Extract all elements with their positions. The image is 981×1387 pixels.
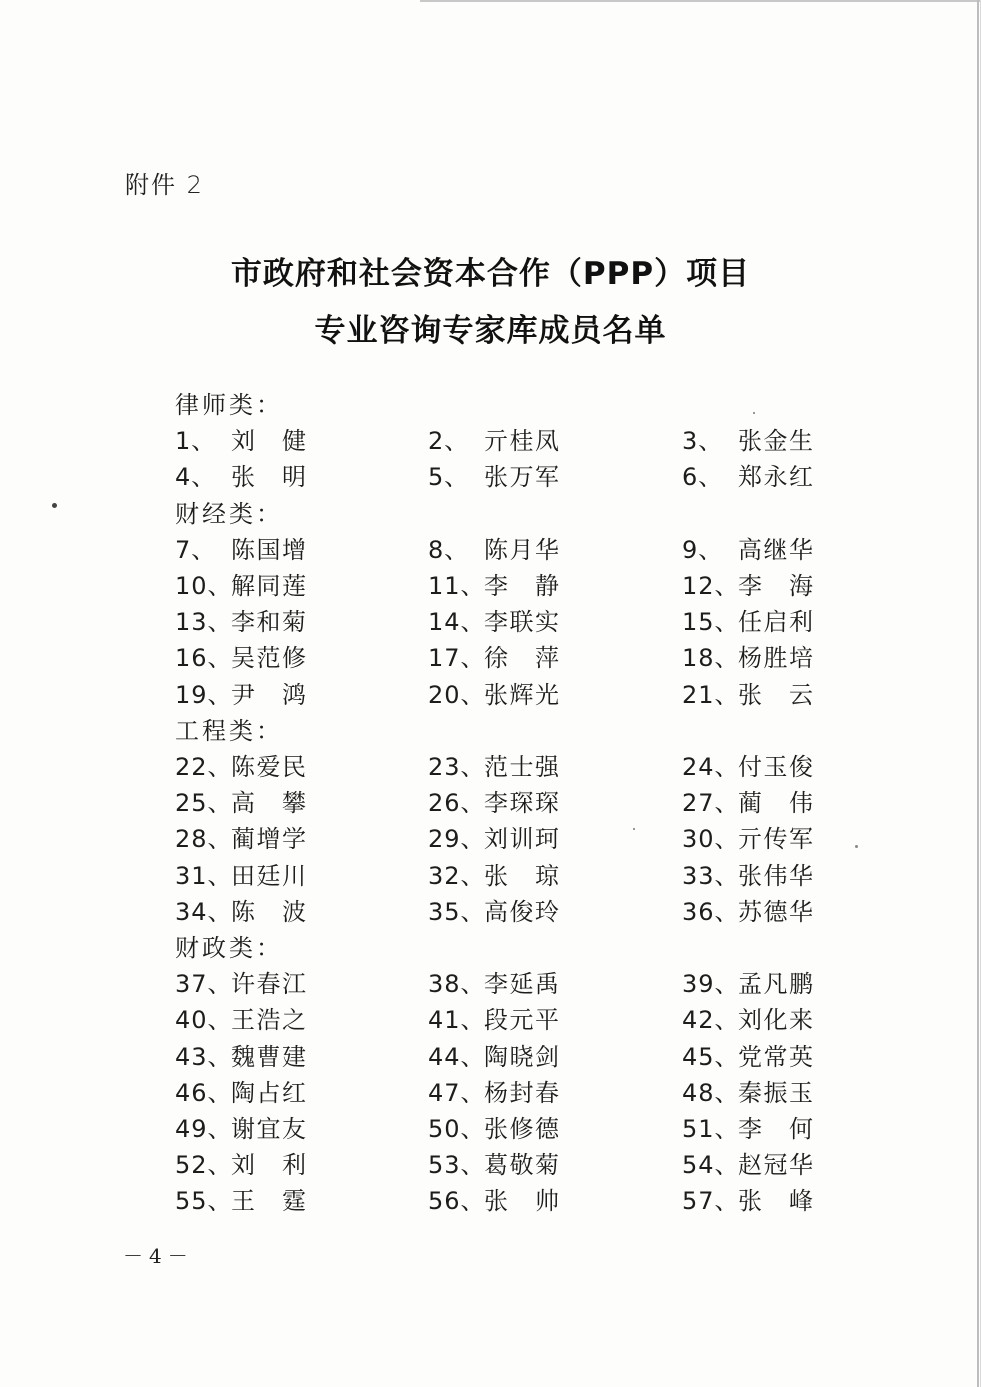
member-name: 苏德华: [738, 897, 814, 926]
member-number: 24、: [682, 753, 740, 781]
member-entry: [175, 1145, 307, 1180]
member-name: 刘训珂: [484, 825, 560, 854]
member-entry: [175, 819, 307, 854]
member-number: 28、: [175, 825, 233, 854]
member-name: 王浩之: [231, 1006, 307, 1035]
member-number: 18、: [682, 644, 740, 673]
member-name: 刘 利: [231, 1151, 307, 1180]
member-number: 22、: [175, 753, 233, 781]
member-number: 31、: [175, 861, 233, 890]
member-number: 5、: [428, 463, 470, 492]
member-name: 亓桂凤: [484, 427, 560, 456]
member-name: 张 帅: [484, 1187, 560, 1216]
member-number: 55、: [175, 1187, 233, 1216]
page-title-line-1: 市政府和社会资本合作（PPP）项目: [230, 256, 751, 292]
member-entry: [428, 1181, 560, 1216]
member-number: 47、: [428, 1078, 486, 1107]
member-entry: [175, 1000, 307, 1035]
member-entry: [175, 856, 307, 891]
member-name: 徐 萍: [484, 644, 560, 673]
member-name: 高俊玲: [484, 897, 560, 926]
member-name: 李和菊: [231, 608, 307, 637]
member-name: 党常英: [738, 1042, 814, 1071]
member-name: 范士强: [484, 753, 560, 781]
member-entry: [428, 1109, 560, 1144]
member-number: 25、: [175, 789, 233, 818]
member-name: 李琛琛: [484, 789, 560, 818]
page-title-line-2: 专业咨询专家库成员名单: [314, 313, 667, 349]
member-entry: [175, 638, 307, 673]
member-number: 50、: [428, 1115, 486, 1143]
member-name: 王 霆: [231, 1187, 307, 1216]
attachment-label: 附件 2: [125, 171, 204, 199]
scan-speck: [855, 845, 858, 848]
member-entry: [682, 566, 814, 601]
member-name: 解同莲: [231, 572, 307, 600]
member-entry: [428, 783, 560, 818]
member-number: 10、: [175, 572, 233, 600]
member-name: 李联实: [484, 608, 560, 637]
member-number: 41、: [428, 1006, 486, 1035]
member-number: 3、: [682, 427, 724, 456]
scan-edge-top: [420, 0, 981, 2]
member-entry: [682, 783, 814, 818]
member-name: 杨封春: [484, 1078, 560, 1107]
member-entry: [428, 819, 560, 854]
member-number: 46、: [175, 1078, 233, 1107]
member-entry: [428, 602, 560, 637]
member-name: 张伟华: [738, 861, 814, 890]
member-number: 2、: [428, 427, 470, 456]
member-number: 17、: [428, 644, 486, 673]
member-name: 陈爱民: [231, 753, 307, 781]
member-name: 李 何: [738, 1115, 814, 1143]
member-entry: [175, 1181, 307, 1216]
member-number: 21、: [682, 680, 740, 709]
member-entry: [682, 602, 814, 637]
member-number: 34、: [175, 897, 233, 926]
member-number: 26、: [428, 789, 486, 818]
member-name: 张 琼: [484, 861, 560, 890]
member-number: 42、: [682, 1006, 740, 1035]
member-number: 40、: [175, 1006, 233, 1035]
member-name: 段元平: [484, 1006, 560, 1035]
member-entry: [428, 457, 560, 492]
member-number: 39、: [682, 970, 740, 999]
member-name: 张 明: [231, 463, 307, 492]
member-name: 葛敬菊: [484, 1151, 560, 1180]
member-number: 27、: [682, 789, 740, 818]
member-entry: [428, 856, 560, 891]
member-entry: [175, 530, 307, 565]
member-number: 44、: [428, 1042, 486, 1071]
member-number: 1、: [175, 427, 217, 456]
member-entry: [175, 457, 307, 492]
member-name: 陶占红: [231, 1078, 307, 1107]
member-name: 付玉俊: [738, 753, 814, 781]
member-name: 蔺 伟: [738, 789, 814, 818]
member-entry: [682, 530, 814, 565]
member-entry: [428, 1073, 560, 1108]
member-entry: [428, 566, 560, 601]
member-name: 张修德: [484, 1115, 560, 1143]
member-entry: [682, 1109, 814, 1144]
page-number: －4－: [123, 1244, 194, 1268]
member-entry: [175, 1037, 307, 1072]
member-name: 孟凡鹏: [738, 970, 814, 999]
member-name: 谢宜友: [231, 1115, 307, 1143]
member-number: 16、: [175, 644, 233, 673]
member-name: 赵冠华: [738, 1151, 814, 1180]
member-number: 33、: [682, 861, 740, 890]
member-number: 20、: [428, 680, 486, 709]
member-number: 35、: [428, 897, 486, 926]
category-heading: 财经类：: [175, 499, 283, 528]
member-number: 13、: [175, 608, 233, 637]
member-number: 53、: [428, 1151, 486, 1180]
member-name: 李 静: [484, 572, 560, 600]
member-name: 张 峰: [738, 1187, 814, 1216]
member-entry: [175, 566, 307, 601]
member-entry: [175, 783, 307, 818]
member-name: 高继华: [738, 535, 814, 564]
member-name: 陈国增: [231, 535, 307, 564]
category-heading: 工程类：: [175, 716, 283, 745]
scan-edge-right: [977, 0, 979, 1387]
member-entry: [175, 964, 307, 999]
member-number: 12、: [682, 572, 740, 600]
member-entry: [682, 1145, 814, 1180]
scan-speck: [633, 828, 635, 830]
member-entry: [682, 1073, 814, 1108]
member-name: 尹 鸿: [231, 680, 307, 709]
member-entry: [682, 856, 814, 891]
member-entry: [175, 892, 307, 927]
member-entry: [682, 892, 814, 927]
member-number: 56、: [428, 1187, 486, 1216]
member-entry: [428, 892, 560, 927]
member-entry: [682, 1181, 814, 1216]
member-entry: [175, 747, 307, 782]
member-entry: [175, 602, 307, 637]
member-name: 张万军: [484, 463, 560, 492]
member-name: 吴范修: [231, 644, 307, 673]
member-name: 陈 波: [231, 897, 307, 926]
member-name: 郑永红: [738, 463, 814, 492]
category-heading: 财政类：: [175, 934, 283, 962]
member-entry: [175, 1073, 307, 1108]
member-name: 陶晓剑: [484, 1042, 560, 1071]
member-entry: [428, 964, 560, 999]
category-heading: 律师类：: [175, 391, 283, 419]
scan-speck: [753, 412, 755, 414]
member-name: 张金生: [738, 427, 814, 456]
member-number: 52、: [175, 1151, 233, 1180]
member-number: 54、: [682, 1151, 740, 1180]
member-number: 30、: [682, 825, 740, 854]
member-number: 51、: [682, 1115, 740, 1143]
member-entry: [428, 421, 560, 456]
member-entry: [428, 1000, 560, 1035]
member-number: 6、: [682, 463, 724, 492]
member-number: 45、: [682, 1042, 740, 1071]
member-number: 38、: [428, 970, 486, 999]
member-number: 37、: [175, 970, 233, 999]
member-entry: [682, 457, 814, 492]
member-entry: [682, 964, 814, 999]
member-name: 李延禹: [484, 970, 560, 999]
scan-speck: [52, 503, 57, 508]
member-number: 15、: [682, 608, 740, 637]
member-entry: [682, 675, 814, 710]
member-entry: [428, 530, 560, 565]
member-entry: [682, 1000, 814, 1035]
member-number: 32、: [428, 861, 486, 890]
member-name: 张辉光: [484, 680, 560, 709]
member-number: 8、: [428, 535, 470, 564]
member-number: 9、: [682, 535, 724, 564]
member-entry: [175, 421, 307, 456]
member-name: 亓传军: [738, 825, 814, 854]
member-entry: [428, 638, 560, 673]
member-name: 张 云: [738, 680, 814, 709]
member-entry: [682, 638, 814, 673]
member-entry: [175, 1109, 307, 1144]
member-number: 57、: [682, 1187, 740, 1216]
member-number: 36、: [682, 897, 740, 926]
member-entry: [428, 1037, 560, 1072]
member-number: 48、: [682, 1078, 740, 1107]
member-entry: [682, 747, 814, 782]
member-number: 43、: [175, 1042, 233, 1071]
member-number: 11、: [428, 572, 486, 600]
member-name: 许春江: [231, 970, 307, 999]
member-number: 19、: [175, 680, 233, 709]
member-entry: [428, 675, 560, 710]
member-name: 陈月华: [484, 535, 560, 564]
member-name: 刘化来: [738, 1006, 814, 1035]
member-number: 14、: [428, 608, 486, 637]
member-name: 任启利: [738, 608, 814, 637]
member-entry: [682, 819, 814, 854]
member-entry: [175, 675, 307, 710]
member-entry: [428, 747, 560, 782]
member-name: 蔺增学: [231, 825, 307, 854]
member-name: 高 攀: [231, 789, 307, 818]
member-number: 29、: [428, 825, 486, 854]
member-number: 4、: [175, 463, 217, 492]
member-entry: [682, 1037, 814, 1072]
member-entry: [428, 1145, 560, 1180]
member-entry: [682, 421, 814, 456]
member-name: 杨胜培: [738, 644, 814, 673]
member-number: 7、: [175, 535, 217, 564]
member-name: 刘 健: [231, 427, 307, 456]
member-number: 23、: [428, 753, 486, 781]
member-name: 秦振玉: [738, 1078, 814, 1107]
member-number: 49、: [175, 1115, 233, 1143]
member-name: 魏曹建: [231, 1042, 307, 1071]
member-name: 李 海: [738, 572, 814, 600]
member-name: 田廷川: [231, 861, 307, 890]
